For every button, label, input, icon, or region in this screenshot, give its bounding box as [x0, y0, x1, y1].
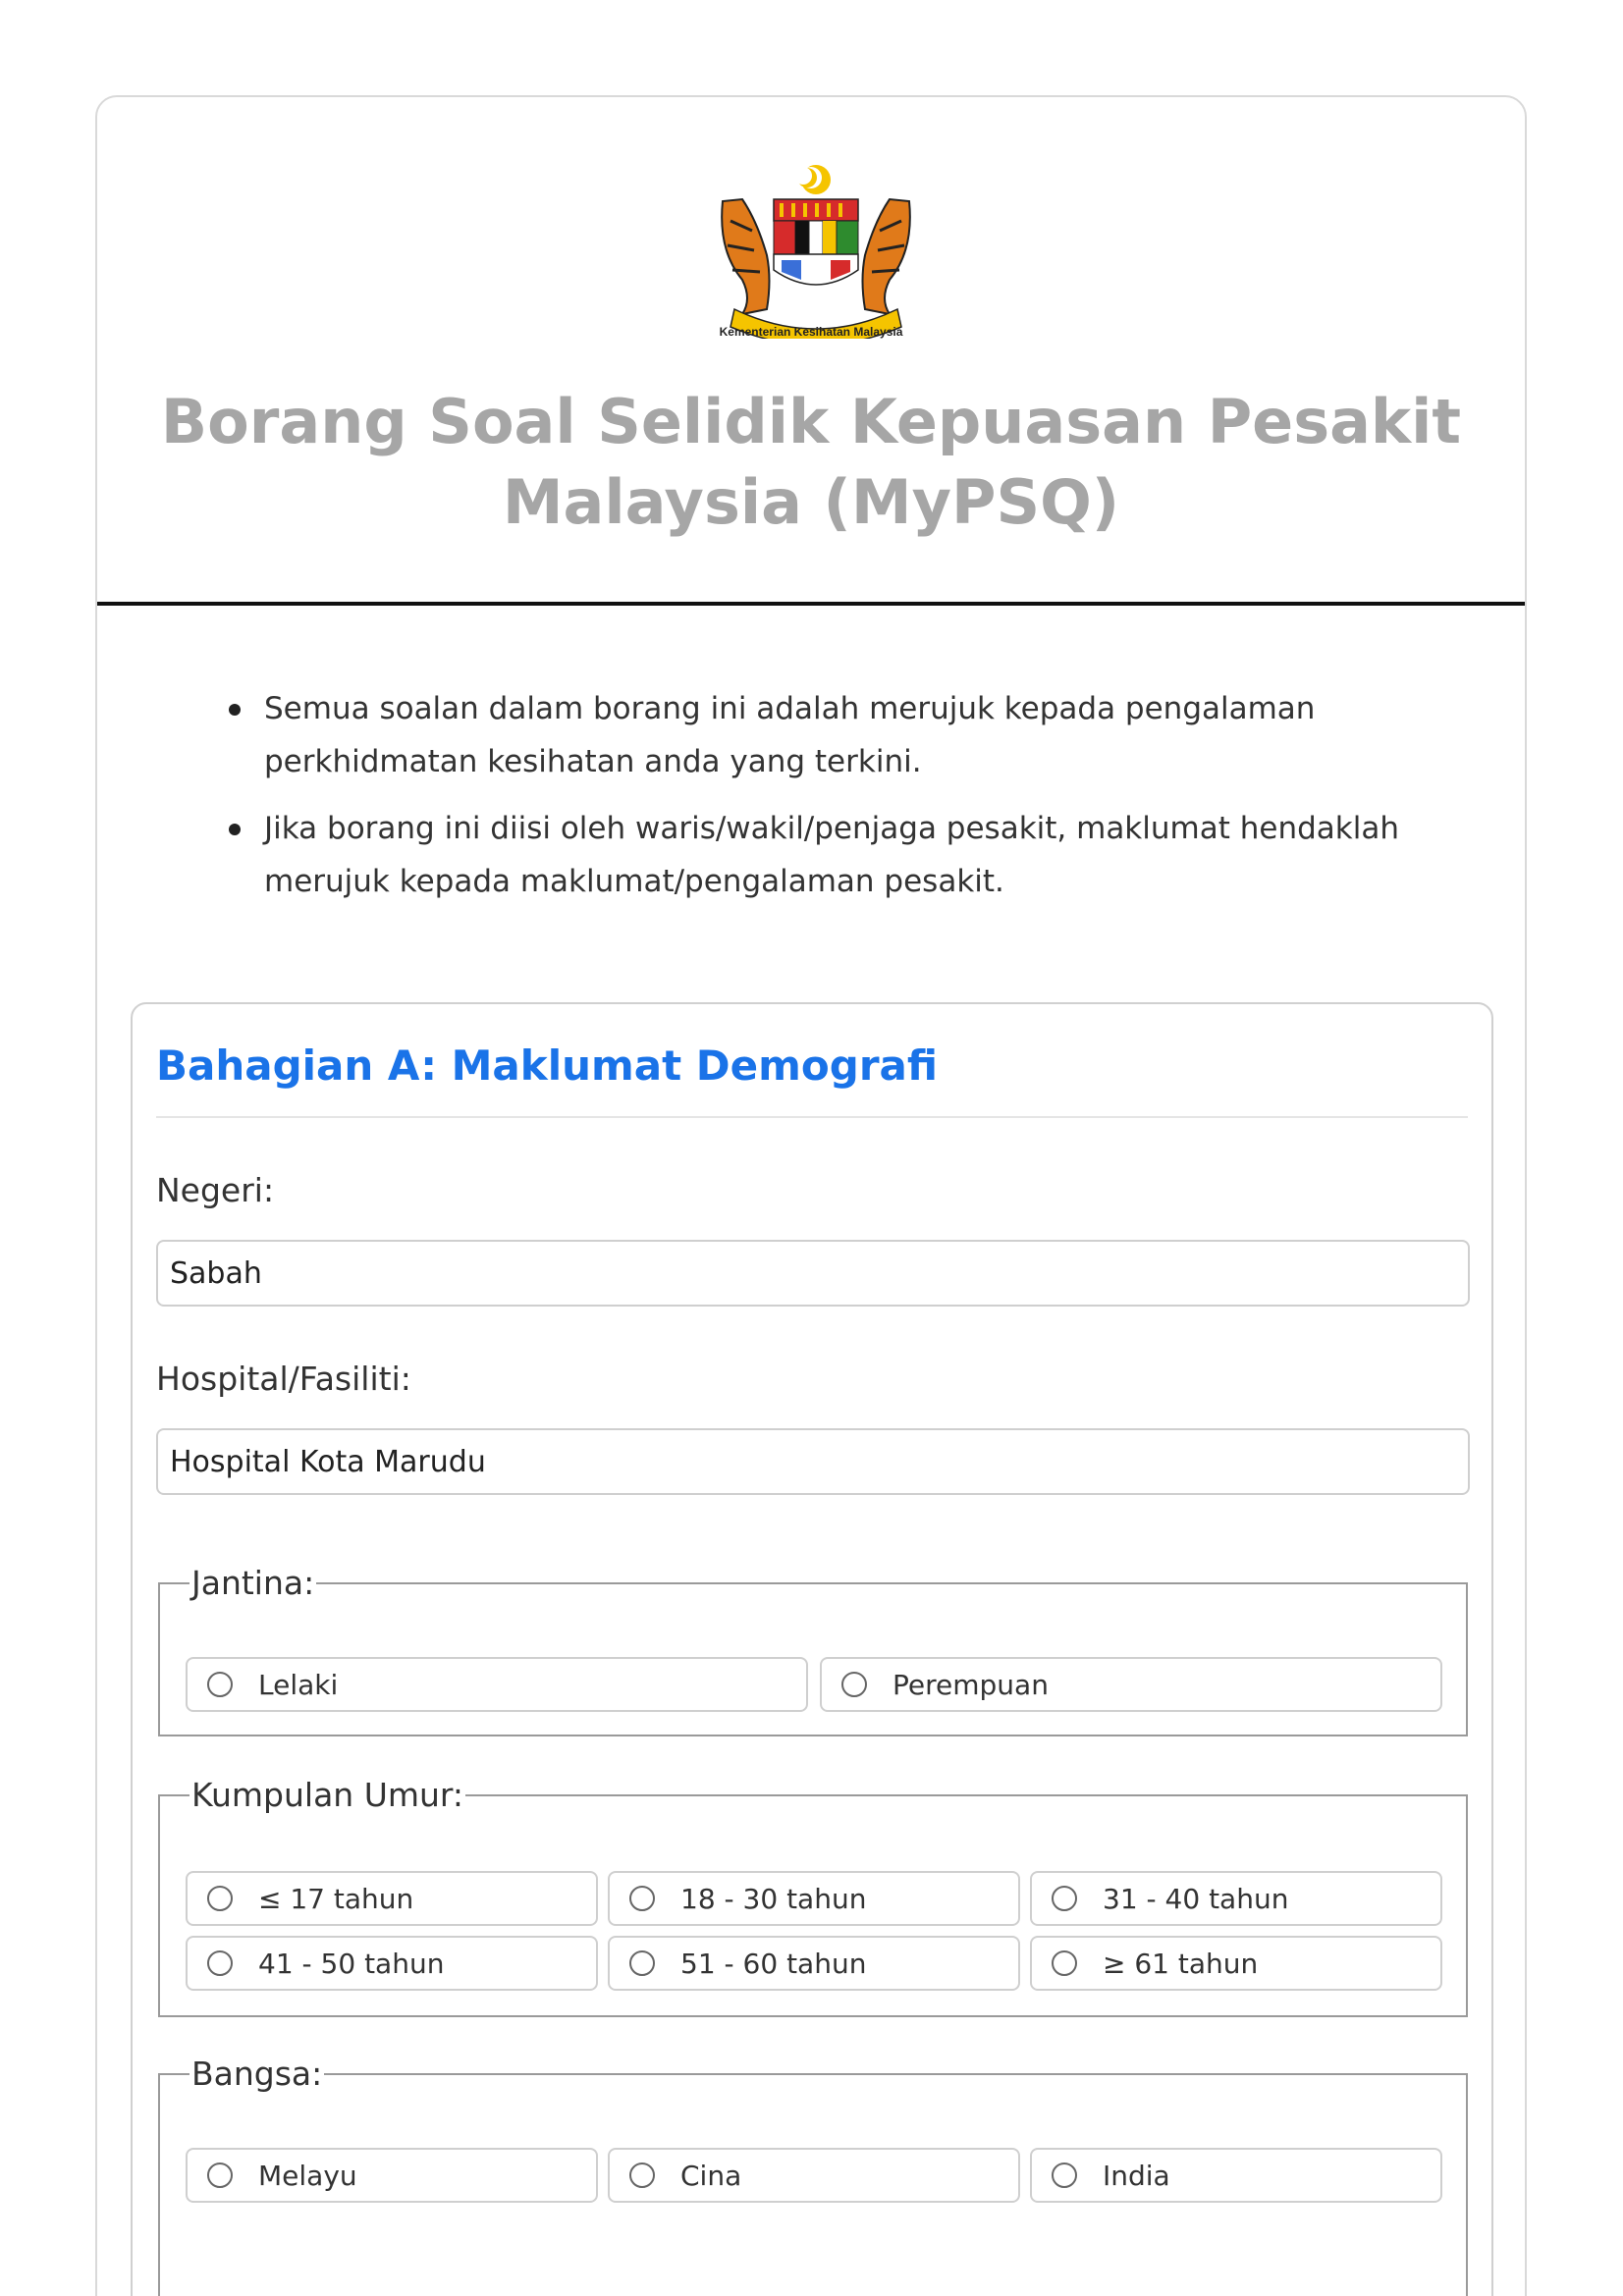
bangsa-option-cina[interactable]	[608, 2148, 1020, 2203]
option-label: 51 - 60 tahun	[680, 1947, 867, 1980]
radio-icon[interactable]	[207, 1672, 233, 1697]
section-divider	[156, 1116, 1468, 1118]
page-title-line-1: Borang Soal Selidik Kepuasan Pesakit	[160, 386, 1462, 457]
logo-caption: Kementerian Kesihatan Malaysia	[719, 325, 903, 339]
umur-option-5[interactable]	[608, 1936, 1020, 1991]
option-label: ≥ 61 tahun	[1103, 1947, 1259, 1980]
hospital-field[interactable]	[156, 1428, 1470, 1495]
instructions-list	[225, 682, 1433, 922]
bangsa-option-melayu[interactable]	[186, 2148, 598, 2203]
umur-option-1[interactable]	[186, 1871, 598, 1926]
section-title: Bahagian A: Maklumat Demografi	[156, 1041, 939, 1090]
hospital-label: Hospital/Fasiliti:	[156, 1360, 411, 1398]
option-label: ≤ 17 tahun	[258, 1882, 414, 1915]
bangsa-legend: Bangsa:	[191, 2055, 323, 2093]
jantina-option-lelaki[interactable]	[186, 1657, 808, 1712]
umur-option-3[interactable]	[1030, 1871, 1442, 1926]
radio-icon[interactable]	[1052, 1950, 1077, 1976]
umur-option-4[interactable]	[186, 1936, 598, 1991]
option-label: Lelaki	[258, 1668, 339, 1701]
umur-group	[158, 1776, 1468, 2017]
option-label: Melayu	[258, 2159, 357, 2192]
radio-icon[interactable]	[207, 1886, 233, 1911]
radio-icon[interactable]	[841, 1672, 867, 1697]
option-label: Perempuan	[893, 1668, 1049, 1701]
bangsa-option-india[interactable]	[1030, 2148, 1442, 2203]
option-label: 31 - 40 tahun	[1103, 1882, 1289, 1915]
option-label: Cina	[680, 2159, 742, 2192]
negeri-label: Negeri:	[156, 1171, 275, 1209]
radio-icon[interactable]	[1052, 2163, 1077, 2188]
jantina-legend: Jantina:	[191, 1564, 315, 1602]
radio-icon[interactable]	[207, 1950, 233, 1976]
section-a	[131, 1002, 1493, 2296]
jantina-group	[158, 1564, 1468, 1736]
page-title-line-2: Malaysia (MyPSQ)	[502, 466, 1120, 538]
radio-icon[interactable]	[629, 1886, 655, 1911]
instruction-item: Jika borang ini diisi oleh waris/wakil/penjaga pesakit, maklumat hendaklah merujuk kepada maklumat/pengalaman pesakit.	[225, 802, 1433, 908]
umur-option-6[interactable]	[1030, 1936, 1442, 1991]
radio-icon[interactable]	[1052, 1886, 1077, 1911]
jantina-option-perempuan[interactable]	[820, 1657, 1442, 1712]
negeri-field[interactable]	[156, 1240, 1470, 1307]
radio-icon[interactable]	[629, 1950, 655, 1976]
form-card	[95, 95, 1527, 2296]
bangsa-group	[158, 2055, 1468, 2296]
option-label: 18 - 30 tahun	[680, 1882, 867, 1915]
option-label: India	[1103, 2159, 1170, 2192]
coat-of-arms-logo	[713, 162, 919, 339]
option-label: 41 - 50 tahun	[258, 1947, 445, 1980]
radio-icon[interactable]	[629, 2163, 655, 2188]
umur-legend: Kumpulan Umur:	[191, 1776, 464, 1814]
radio-icon[interactable]	[207, 2163, 233, 2188]
form-header	[97, 97, 1525, 606]
instruction-item: Semua soalan dalam borang ini adalah merujuk kepada pengalaman perkhidmatan kesihatan anda yang terkini.	[225, 682, 1433, 788]
umur-option-2[interactable]	[608, 1871, 1020, 1926]
page-title	[97, 382, 1525, 543]
